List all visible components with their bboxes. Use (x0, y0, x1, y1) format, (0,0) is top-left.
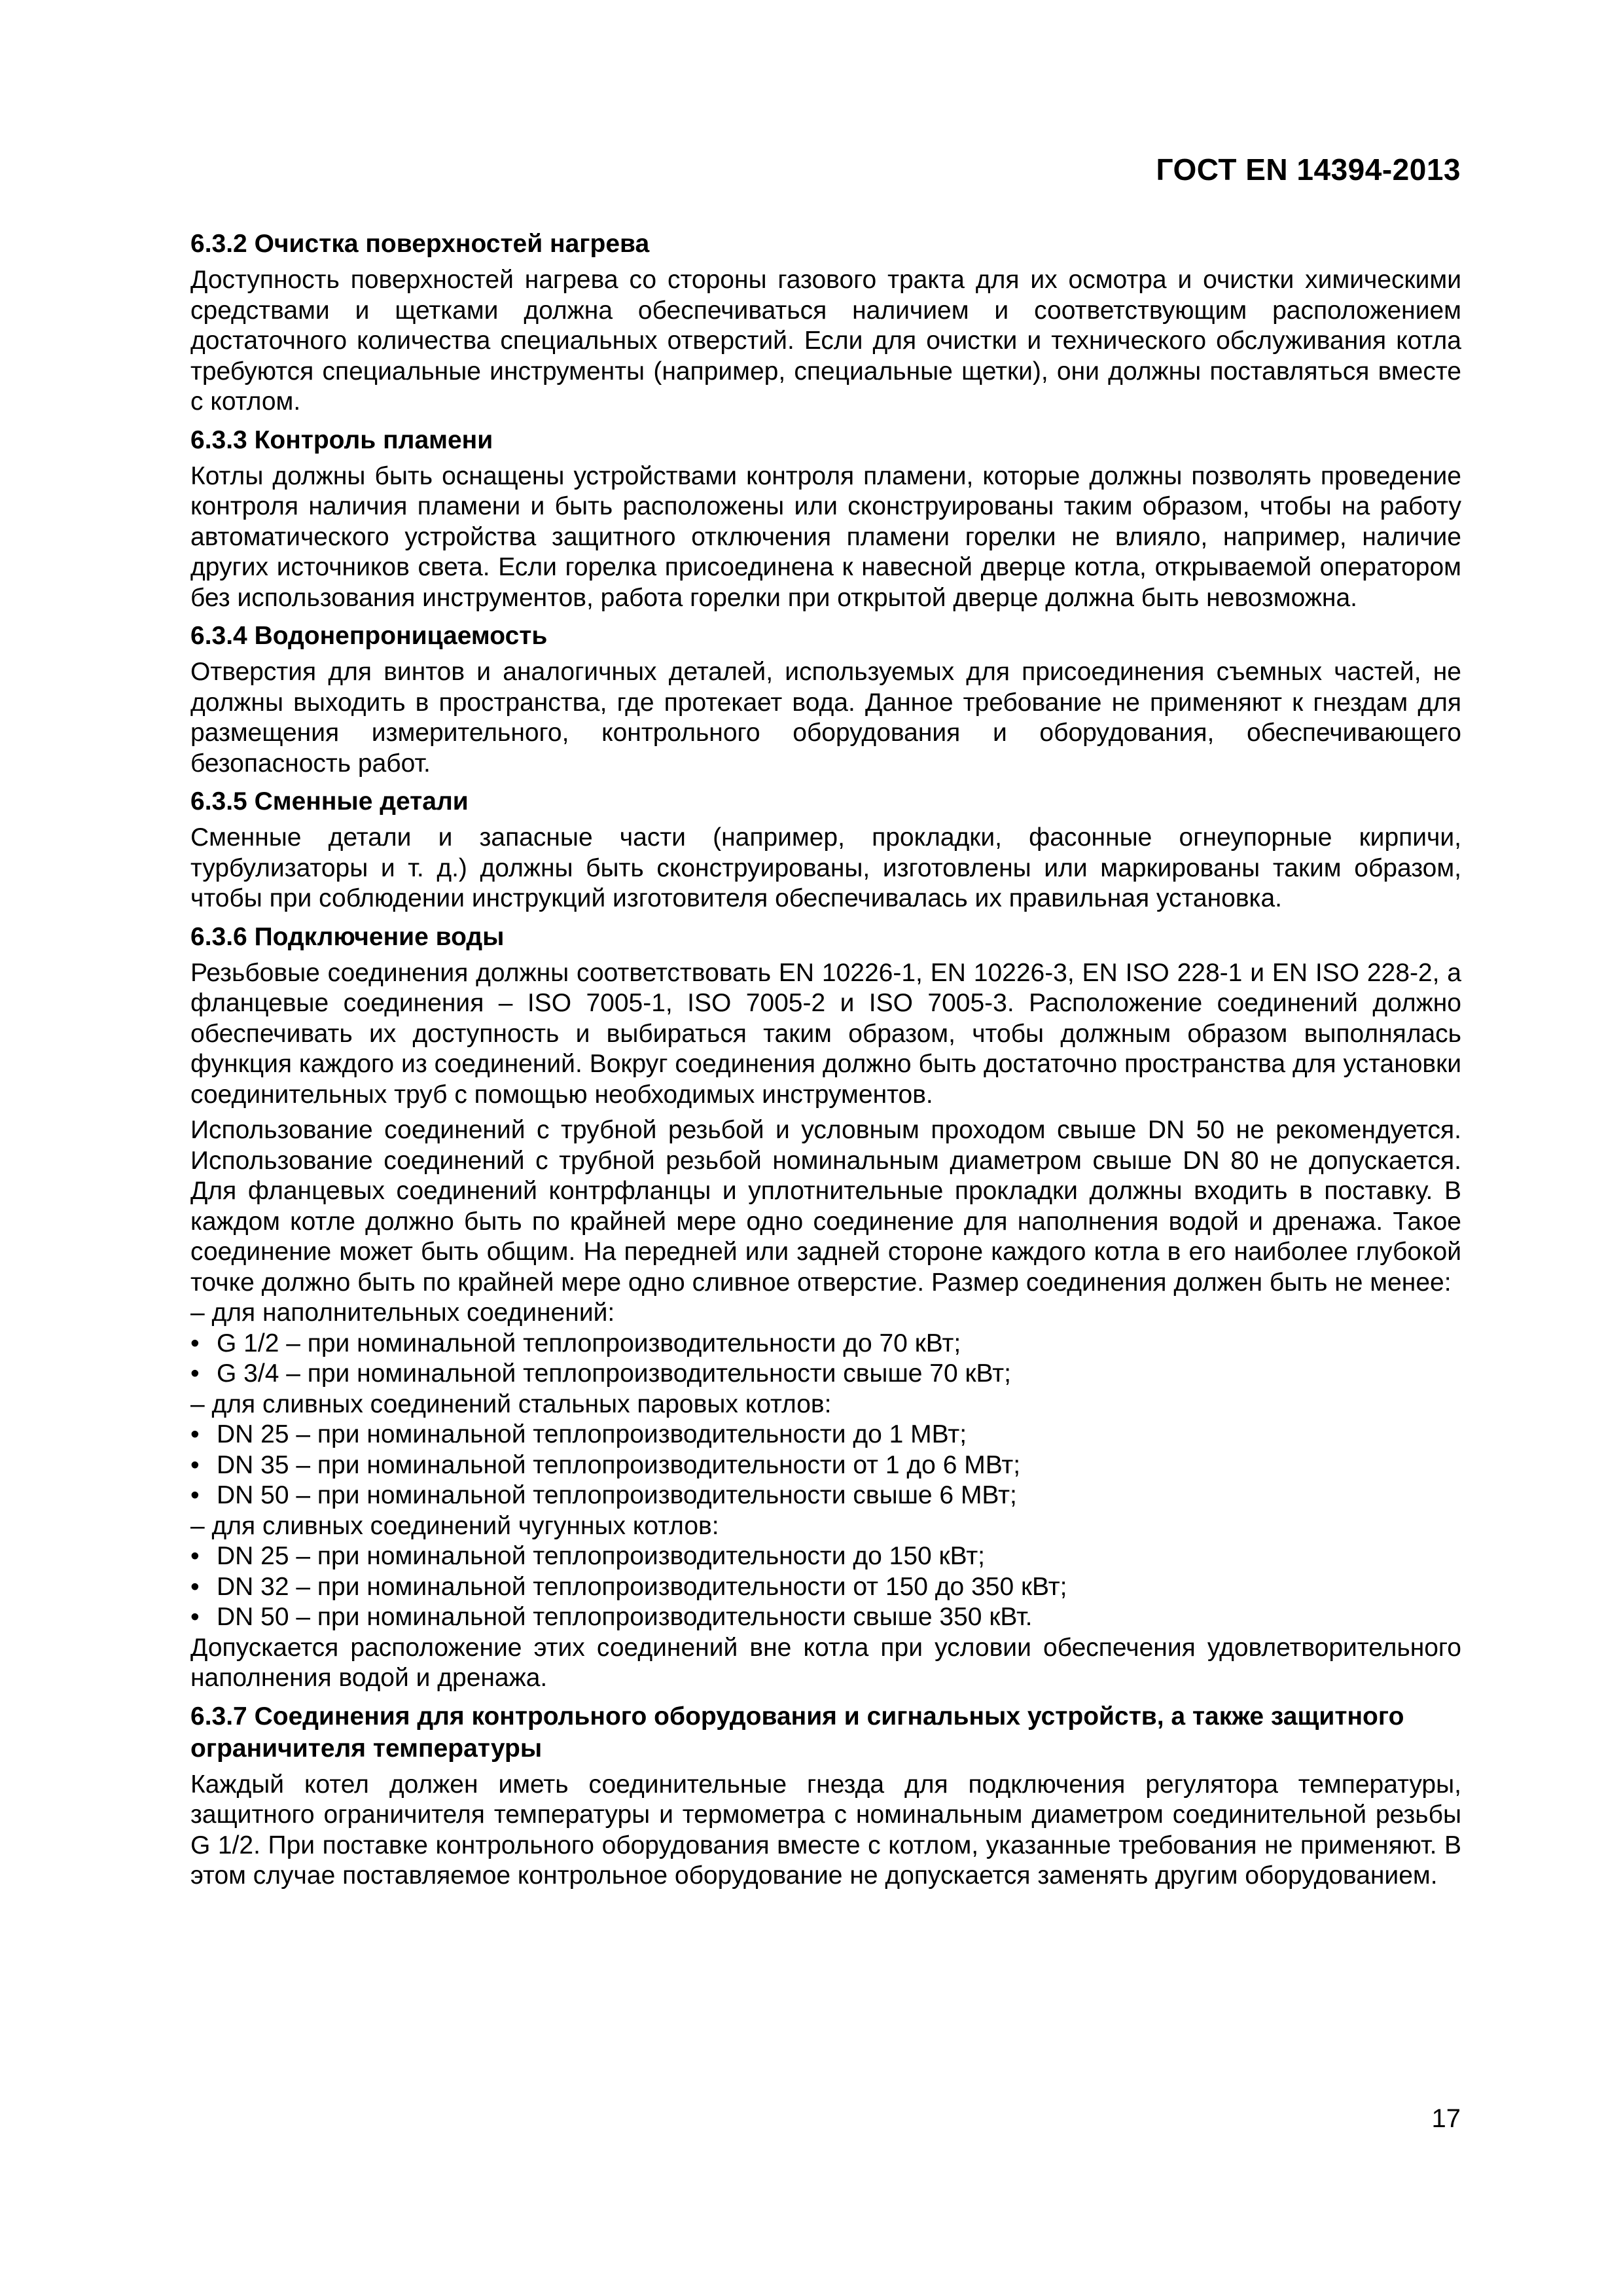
list-group-label: – для сливных соединений стальных паровых котлов: (190, 1390, 832, 1418)
section-title-6-3-4: 6.3.4 Водонепроницаемость (190, 622, 548, 650)
bullet-icon: • (190, 1420, 200, 1448)
document-body (190, 228, 1461, 1897)
section-6-3-3-paragraph: Котлы должны быть оснащены устройствами контроля пламени, которые должны позволять проведение контроля наличия пламени и быть расположены или сконструированы таким образом, чтобы на работу автоматического устройства защитного отключения пламени горелки не влияло, например, наличие других источников света. Если горелка присоединена к навесной дверце котла, открываемой оператором без использования инструментов, работа горелки при открытой дверце должна быть невозможна. (190, 461, 1461, 612)
document-header-id: ГОСТ EN 14394-2013 (1156, 152, 1461, 187)
page-number: 17 (1431, 2104, 1461, 2133)
list-item: • DN 32 – при номинальной теплопроизводительности от 150 до 350 кВт; (190, 1572, 1461, 1603)
bullet-icon: • (190, 1481, 200, 1509)
section-title-6-3-5: 6.3.5 Сменные детали (190, 787, 469, 816)
bullet-icon: • (190, 1359, 200, 1388)
bullet-icon: • (190, 1603, 200, 1631)
section-title-6-3-3: 6.3.3 Контроль пламени (190, 425, 493, 454)
connection-size-list (190, 1298, 1461, 1633)
list-item: • DN 25 – при номинальной теплопроизводительности до 150 кВт; (190, 1541, 1461, 1572)
section-title-6-3-7: 6.3.7 Соединения для контрольного оборудования и сигнальных устройств, а также защитного ограничителя температуры (190, 1702, 1404, 1763)
list-item: • DN 50 – при номинальной теплопроизводительности свыше 350 кВт. (190, 1602, 1461, 1633)
bullet-icon: • (190, 1542, 200, 1570)
bullet-icon: • (190, 1572, 200, 1601)
section-6-3-7-paragraph: Каждый котел должен иметь соединительные гнезда для подключения регулятора температуры, защитного ограничителя температуры и термометра с номинальным диаметром соединительной резьбы G 1/2. При поставке контрольного оборудования вместе с котлом, указанные требования не применяют. В этом случае поставляемое контрольное оборудование не допускается заменять другим оборудованием. (190, 1770, 1461, 1890)
section-6-3-6-paragraph-1: Резьбовые соединения должны соответствовать EN 10226-1, EN 10226-3, EN ISO 228-1 и EN ISO 228-2, а фланцевые соединения – ISO 7005-1, ISO 7005-2 и ISO 7005-3. Расположение соединений должно обеспечивать их доступность и выбираться таким образом, чтобы должным образом выполнялась функция каждого из соединений. Вокруг соединения должно быть достаточно пространства для установки соединительных труб с помощью необходимых инструментов. (190, 958, 1461, 1109)
list-group-label: – для наполнительных соединений: (190, 1299, 615, 1327)
list-item: • G 1/2 – при номинальной теплопроизводительности до 70 кВт; (190, 1329, 1461, 1359)
list-group-label: – для сливных соединений чугунных котлов: (190, 1511, 719, 1540)
section-6-3-6-paragraph-2: Использование соединений с трубной резьбой и условным проходом свыше DN 50 не рекомендуется. Использование соединений с трубной резьбой номинальным диаметром свыше DN 80 не допускается. Для фланцевых соединений контрфланцы и уплотнительные прокладки должны входить в поставку. В каждом котле должно быть по крайней мере одно соединение для наполнения водой и дренажа. Такое соединение может быть общим. На передней или задней стороне каждого котла в его наиболее глубокой точке должно быть по крайней мере одно сливное отверстие. Размер соединения должен быть не менее: (190, 1116, 1461, 1297)
section-6-3-5-paragraph: Сменные детали и запасные части (например, прокладки, фасонные огнеупорные кирпичи, турбулизаторы и т. д.) должны быть сконструированы, изготовлены или маркированы таким образом, чтобы при соблюдении инструкций изготовителя обеспечивалась их правильная установка. (190, 823, 1461, 912)
list-item: • DN 35 – при номинальной теплопроизводительности от 1 до 6 МВт; (190, 1450, 1461, 1481)
list-item: • DN 25 – при номинальной теплопроизводительности до 1 МВт; (190, 1420, 1461, 1450)
section-title-6-3-2: 6.3.2 Очистка поверхностей нагрева (190, 230, 650, 258)
section-6-3-6-paragraph-3: Допускается расположение этих соединений вне котла при условии обеспечения удовлетворительного наполнения водой и дренажа. (190, 1633, 1461, 1692)
list-item: • G 3/4 – при номинальной теплопроизводительности свыше 70 кВт; (190, 1359, 1461, 1390)
bullet-icon: • (190, 1329, 200, 1357)
list-item: • DN 50 – при номинальной теплопроизводительности свыше 6 МВт; (190, 1480, 1461, 1511)
section-6-3-2-paragraph: Доступность поверхностей нагрева со стороны газового тракта для их осмотра и очистки химическими средствами и щетками должна обеспечиваться наличием и соответствующим расположением достаточного количества специальных отверстий. Если для очистки и технического обслуживания котла требуются специальные инструменты (например, специальные щетки), они должны поставляться вместе с котлом. (190, 266, 1461, 416)
section-6-3-4-paragraph: Отверстия для винтов и аналогичных деталей, используемых для присоединения съемных частей, не должны выходить в пространства, где протекает вода. Данное требование не применяют к гнездам для размещения измерительного, контрольного оборудования и оборудования, обеспечивающего безопасность работ. (190, 658, 1461, 778)
bullet-icon: • (190, 1450, 200, 1479)
section-title-6-3-6: 6.3.6 Подключение воды (190, 922, 505, 951)
